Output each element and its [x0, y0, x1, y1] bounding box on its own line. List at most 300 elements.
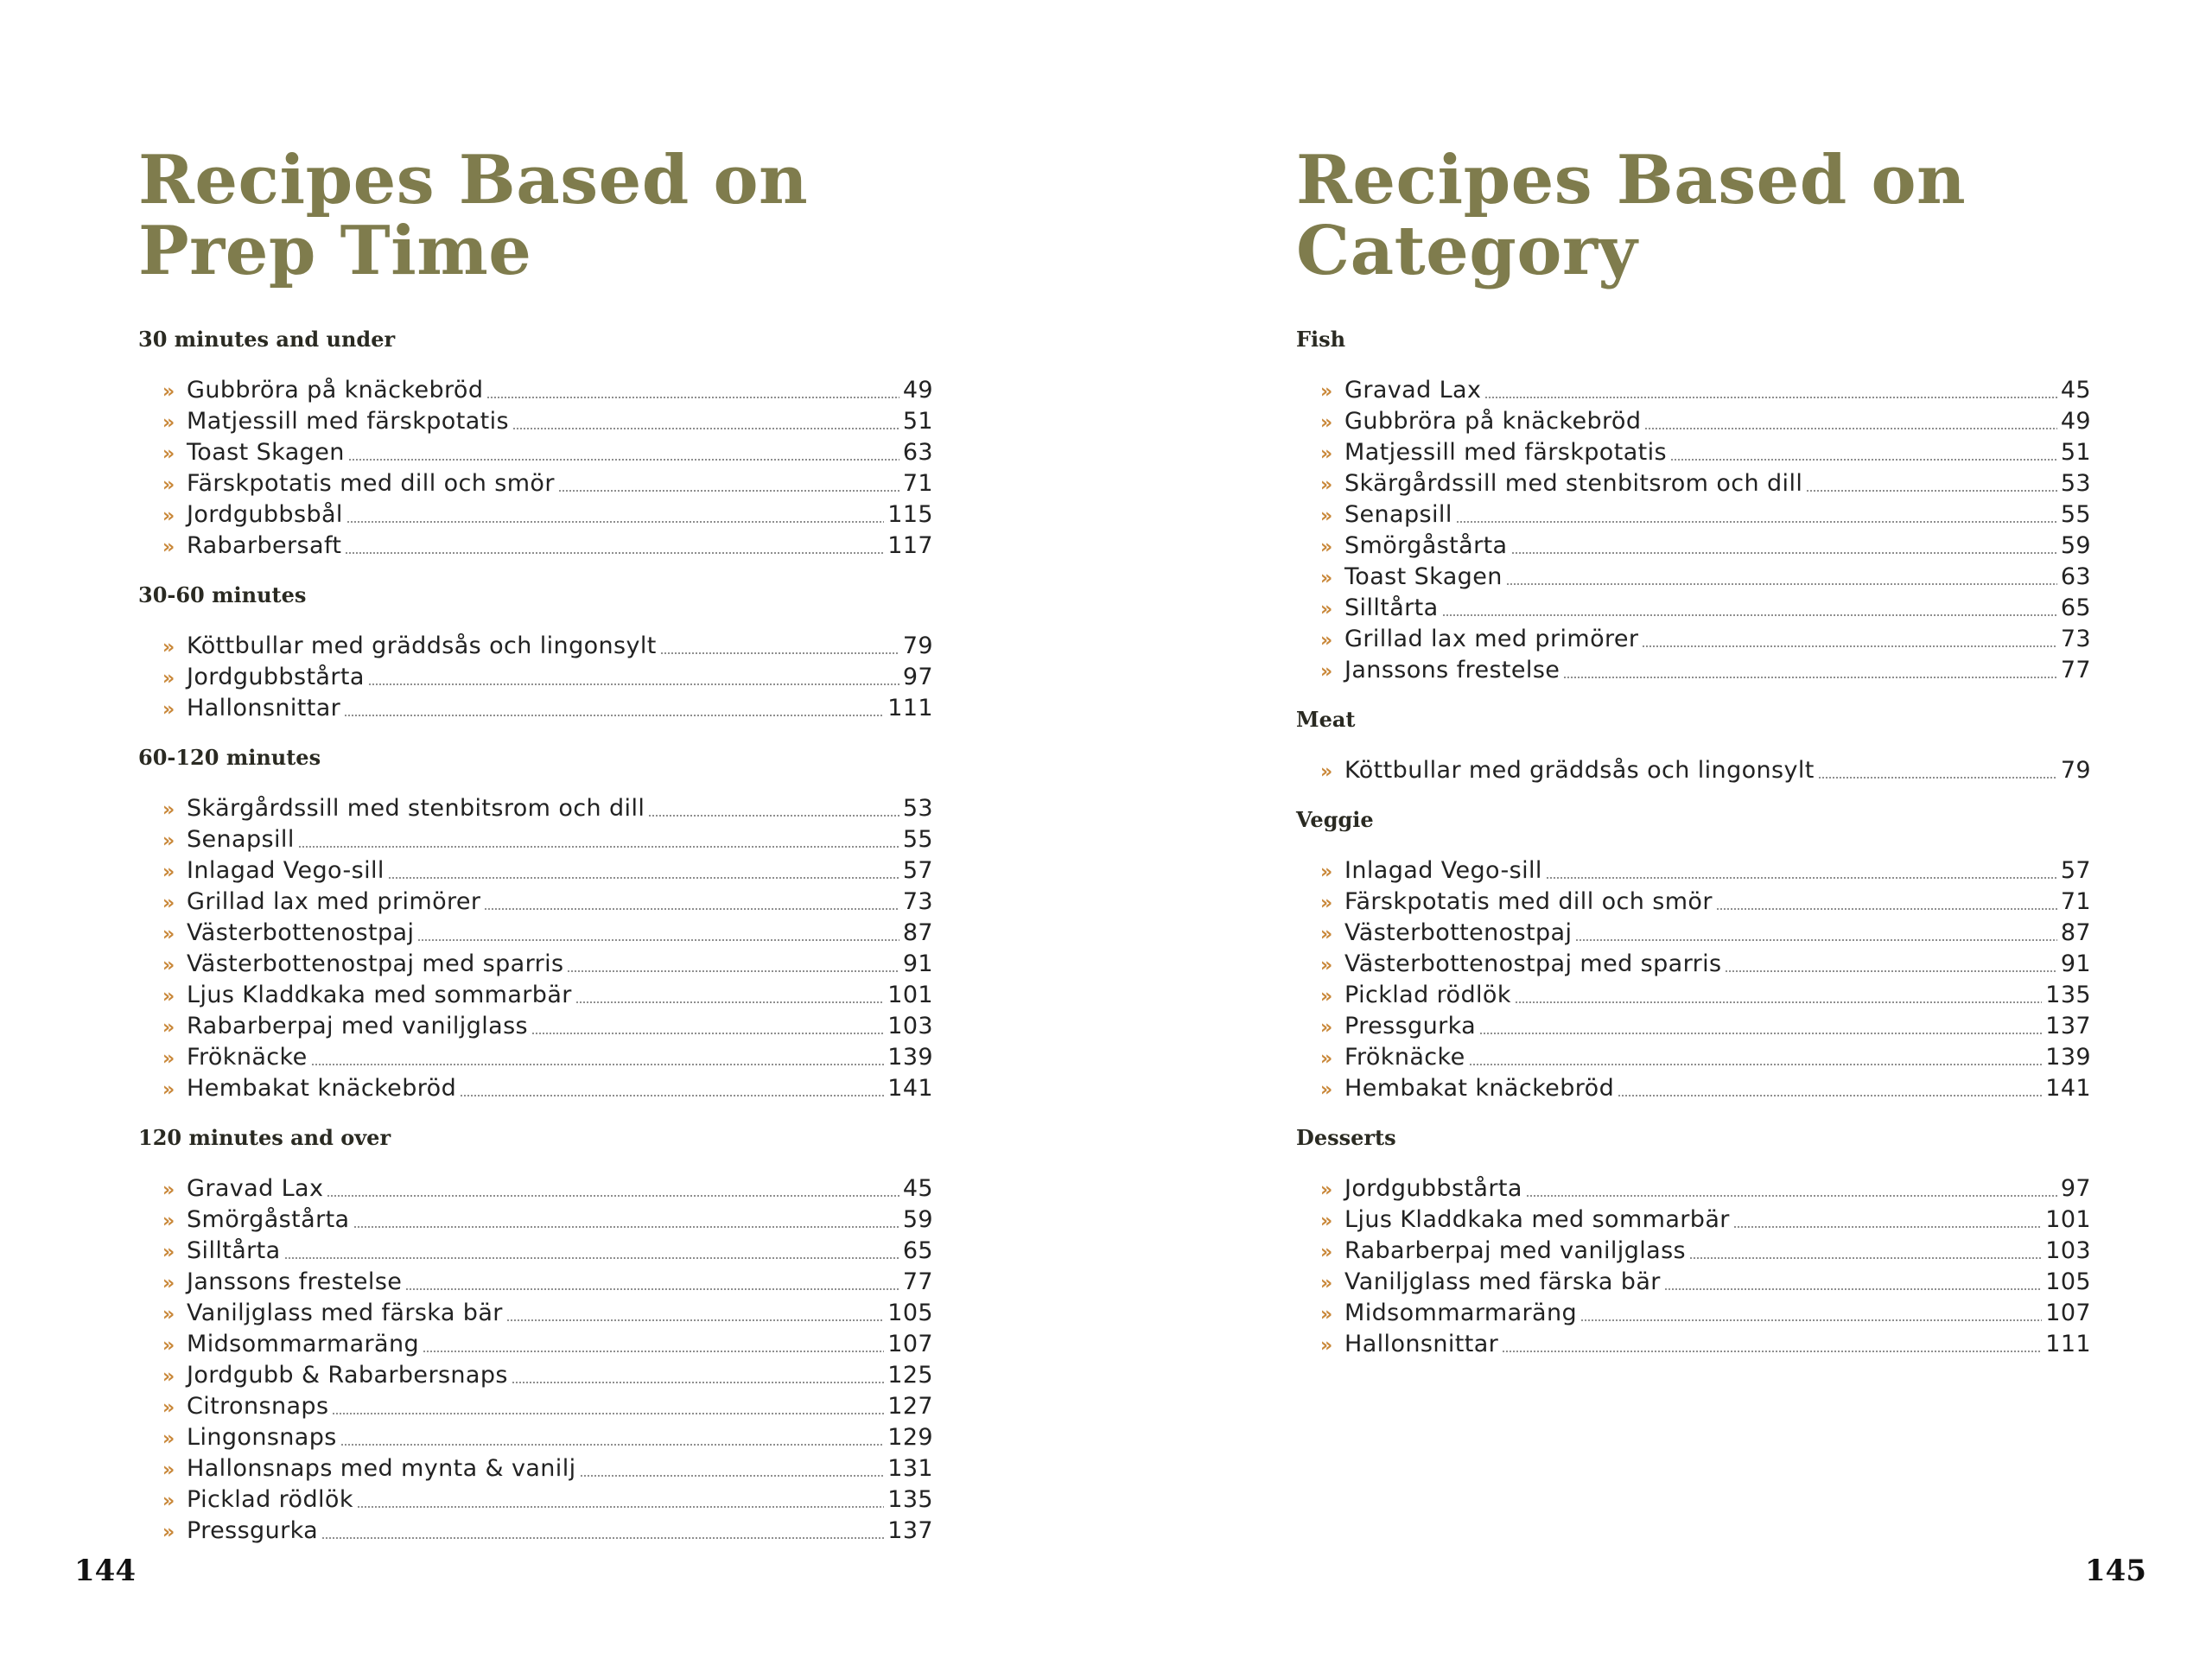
chevron-right-icon: » [1320, 537, 1333, 558]
chevron-right-icon: » [1320, 1335, 1333, 1357]
list-item[interactable] [162, 1298, 933, 1329]
dot-leader [368, 683, 899, 685]
recipe-page-number: 77 [902, 1268, 933, 1295]
recipe-name: Picklad rödlök [1344, 982, 1511, 1008]
recipe-list [1296, 855, 2091, 1104]
recipe-page-number: 59 [902, 1206, 933, 1233]
chevron-right-icon: » [162, 474, 175, 496]
recipe-name: Pressgurka [187, 1517, 319, 1544]
dot-leader [348, 459, 899, 461]
recipe-page-number: 45 [2060, 377, 2091, 404]
recipe-name: Senapsill [1344, 501, 1452, 528]
recipe-page-number: 49 [2060, 408, 2091, 435]
recipe-name: Gravad Lax [187, 1175, 324, 1202]
list-item[interactable] [1320, 1173, 2091, 1205]
dot-leader [340, 1444, 884, 1446]
chevron-right-icon: » [162, 1522, 175, 1543]
dot-leader [1689, 1257, 2042, 1259]
recipe-list [1296, 1173, 2091, 1360]
recipe-page-number: 91 [902, 950, 933, 977]
recipe-page-number: 141 [887, 1075, 933, 1102]
dot-leader [575, 1001, 884, 1003]
dot-leader [567, 970, 899, 972]
recipe-list [138, 375, 933, 562]
dot-leader [357, 1506, 884, 1508]
recipe-list [138, 631, 933, 724]
recipe-name: Köttbullar med gräddsås och lingonsylt [187, 632, 657, 659]
chevron-right-icon: » [162, 381, 175, 403]
chevron-right-icon: » [162, 1179, 175, 1201]
list-item[interactable] [1320, 1073, 2091, 1104]
recipe-page-number: 97 [2060, 1175, 2091, 1202]
chevron-right-icon: » [162, 955, 175, 976]
section-heading: Meat [1296, 707, 1356, 732]
chevron-right-icon: » [1320, 955, 1333, 976]
recipe-name: Matjessill med färskpotatis [187, 408, 509, 435]
recipe-page-number: 139 [2045, 1044, 2091, 1071]
dot-leader [1515, 1001, 2042, 1003]
list-item[interactable] [162, 918, 933, 949]
recipe-name: Jordgubb & Rabarbersnaps [187, 1362, 508, 1389]
list-item[interactable] [162, 1042, 933, 1073]
dot-leader [531, 1033, 884, 1034]
list-item[interactable] [162, 662, 933, 693]
recipe-name: Hembakat knäckebröd [1344, 1075, 1615, 1102]
list-item[interactable] [162, 1205, 933, 1236]
recipe-page-number: 111 [887, 695, 933, 721]
chevron-right-icon: » [1320, 1273, 1333, 1294]
recipe-page-number: 57 [2060, 857, 2091, 884]
recipe-page-number: 131 [887, 1455, 933, 1482]
recipe-page-number: 107 [887, 1331, 933, 1357]
recipe-page-number: 59 [2060, 532, 2091, 559]
dot-leader [1484, 397, 2056, 398]
recipe-name: Ljus Kladdkaka med sommarbär [1344, 1206, 1730, 1233]
page-number: 145 [2085, 1554, 2146, 1588]
list-item[interactable] [1320, 624, 2091, 655]
list-item[interactable] [162, 406, 933, 437]
list-item[interactable] [1320, 437, 2091, 468]
dot-leader [388, 877, 899, 879]
recipe-page-number: 57 [902, 857, 933, 884]
chevron-right-icon: » [162, 799, 175, 821]
recipe-page-number: 63 [2060, 563, 2091, 590]
recipe-page-number: 71 [902, 470, 933, 497]
recipe-page-number: 125 [887, 1362, 933, 1389]
recipe-name: Jordgubbsbål [187, 501, 343, 528]
recipe-index-prep-time [138, 327, 933, 1567]
dot-leader [512, 1382, 884, 1383]
chevron-right-icon: » [1320, 1179, 1333, 1201]
recipe-page-number: 55 [2060, 501, 2091, 528]
chevron-right-icon: » [162, 699, 175, 721]
dot-leader [1642, 645, 2056, 647]
recipe-name: Gubbröra på knäckebröd [1344, 408, 1642, 435]
list-item[interactable] [1320, 918, 2091, 949]
recipe-page-number: 127 [887, 1393, 933, 1420]
list-item[interactable] [162, 887, 933, 918]
chevron-right-icon: » [162, 1459, 175, 1481]
dot-leader [346, 521, 884, 523]
recipe-name: Picklad rödlök [187, 1486, 353, 1513]
chevron-right-icon: » [1320, 505, 1333, 527]
list-item[interactable] [1320, 887, 2091, 918]
dot-leader [1575, 939, 2056, 941]
dot-leader [1442, 614, 2057, 616]
recipe-name: Silltårta [1344, 594, 1439, 621]
recipe-name: Köttbullar med gräddsås och lingonsylt [1344, 757, 1815, 784]
recipe-page-number: 105 [2045, 1268, 2091, 1295]
chevron-right-icon: » [1320, 1017, 1333, 1039]
list-item[interactable] [1320, 949, 2091, 980]
recipe-list [138, 1173, 933, 1547]
recipe-name: Rabarbersaft [187, 532, 342, 559]
chevron-right-icon: » [162, 1491, 175, 1512]
chevron-right-icon: » [1320, 443, 1333, 465]
recipe-name: Västerbottenostpaj [1344, 919, 1573, 946]
section-heading: 30 minutes and under [138, 327, 396, 352]
dot-leader [417, 939, 899, 941]
recipe-name: Inlagad Vego-sill [1344, 857, 1542, 884]
recipe-name: Skärgårdssill med stenbitsrom och dill [187, 795, 645, 822]
dot-leader [332, 1413, 884, 1414]
recipe-page-number: 129 [887, 1424, 933, 1451]
list-item[interactable] [162, 1484, 933, 1516]
recipe-name: Rabarberpaj med vaniljglass [187, 1013, 529, 1039]
recipe-page-number: 115 [887, 501, 933, 528]
title-line-1: Recipes Based on [138, 141, 809, 219]
chevron-right-icon: » [162, 830, 175, 852]
recipe-name: Silltårta [187, 1237, 281, 1264]
dot-leader [1479, 1033, 2042, 1034]
chevron-right-icon: » [162, 1397, 175, 1419]
list-item[interactable] [162, 1360, 933, 1391]
section-heading: Desserts [1296, 1125, 1396, 1150]
chevron-right-icon: » [162, 412, 175, 434]
list-item[interactable] [162, 1267, 933, 1298]
title-line-2: Prep Time [138, 212, 532, 290]
recipe-name: Pressgurka [1344, 1013, 1477, 1039]
list-item[interactable] [162, 1073, 933, 1104]
section-heading: 120 minutes and over [138, 1125, 391, 1150]
recipe-page-number: 53 [2060, 470, 2091, 497]
page-title [1296, 141, 1967, 290]
dot-leader [486, 397, 899, 398]
list-item[interactable] [162, 631, 933, 662]
chevron-right-icon: » [162, 637, 175, 658]
list-item[interactable] [162, 499, 933, 531]
chevron-right-icon: » [1320, 474, 1333, 496]
list-item[interactable] [162, 1453, 933, 1484]
list-item[interactable] [1320, 1267, 2091, 1298]
dot-leader [327, 1195, 899, 1197]
chevron-right-icon: » [1320, 661, 1333, 683]
recipe-page-number: 87 [2060, 919, 2091, 946]
list-item[interactable] [1320, 980, 2091, 1011]
recipe-name: Färskpotatis med dill och smör [187, 470, 555, 497]
recipe-page-number: 63 [902, 439, 933, 466]
recipe-page-number: 79 [902, 632, 933, 659]
recipe-name: Janssons frestelse [187, 1268, 403, 1295]
dot-leader [1664, 1288, 2042, 1290]
recipe-page-number: 107 [2045, 1300, 2091, 1326]
recipe-page-number: 105 [887, 1300, 933, 1326]
list-item[interactable] [162, 1173, 933, 1205]
recipe-name: Grillad lax med primörer [187, 888, 481, 915]
chevron-right-icon: » [1320, 1211, 1333, 1232]
recipe-name: Hallonsnittar [1344, 1331, 1499, 1357]
recipe-page-number: 101 [2045, 1206, 2091, 1233]
recipe-name: Vaniljglass med färska bär [187, 1300, 503, 1326]
recipe-page-number: 135 [887, 1486, 933, 1513]
dot-leader [512, 428, 899, 429]
dot-leader [484, 908, 899, 910]
recipe-name: Toast Skagen [1344, 563, 1503, 590]
dot-leader [1526, 1195, 2057, 1197]
chevron-right-icon: » [1320, 861, 1333, 883]
chevron-right-icon: » [162, 1335, 175, 1357]
chevron-right-icon: » [1320, 568, 1333, 589]
chevron-right-icon: » [162, 986, 175, 1007]
recipe-index-category [1296, 327, 2091, 1381]
chevron-right-icon: » [1320, 599, 1333, 620]
chevron-right-icon: » [1320, 412, 1333, 434]
list-item[interactable] [1320, 593, 2091, 624]
chevron-right-icon: » [1320, 893, 1333, 914]
dot-leader [506, 1319, 884, 1321]
section-heading: Fish [1296, 327, 1346, 352]
dot-leader [353, 1226, 899, 1228]
recipe-name: Hallonsnittar [187, 695, 341, 721]
recipe-name: Inlagad Vego-sill [187, 857, 385, 884]
chevron-right-icon: » [162, 1079, 175, 1101]
chevron-right-icon: » [1320, 1242, 1333, 1263]
recipe-page-number: 87 [902, 919, 933, 946]
recipe-page-number: 71 [2060, 888, 2091, 915]
recipe-name: Smörgåstårta [187, 1206, 350, 1233]
recipe-page-number: 139 [887, 1044, 933, 1071]
list-item[interactable] [162, 1329, 933, 1360]
chevron-right-icon: » [1320, 1048, 1333, 1070]
recipe-name: Västerbottenostpaj med sparris [187, 950, 564, 977]
dot-leader [1563, 677, 2057, 678]
recipe-name: Jordgubbstårta [1344, 1175, 1522, 1202]
dot-leader [1506, 583, 2057, 585]
recipe-name: Matjessill med färskpotatis [1344, 439, 1667, 466]
dot-leader [1733, 1226, 2042, 1228]
chevron-right-icon: » [162, 668, 175, 690]
recipe-page-number: 45 [902, 1175, 933, 1202]
list-item[interactable] [162, 437, 933, 468]
title-line-2: Category [1296, 212, 1638, 290]
dot-leader [1618, 1095, 2042, 1096]
recipe-name: Toast Skagen [187, 439, 345, 466]
list-item[interactable] [162, 1011, 933, 1042]
list-item[interactable] [1320, 1042, 2091, 1073]
recipe-name: Gravad Lax [1344, 377, 1482, 404]
chevron-right-icon: » [162, 1048, 175, 1070]
dot-leader [1511, 552, 2057, 554]
recipe-page-number: 103 [887, 1013, 933, 1039]
list-item[interactable] [1320, 531, 2091, 562]
list-item[interactable] [1320, 1298, 2091, 1329]
recipe-page-number: 135 [2045, 982, 2091, 1008]
recipe-list [1296, 375, 2091, 686]
dot-leader [405, 1288, 899, 1290]
recipe-name: Midsommarmaräng [187, 1331, 420, 1357]
list-item[interactable] [1320, 1011, 2091, 1042]
recipe-name: Janssons frestelse [1344, 657, 1560, 683]
dot-leader [1725, 970, 2056, 972]
list-item[interactable] [1320, 755, 2091, 786]
list-item[interactable] [1320, 562, 2091, 593]
list-item[interactable] [1320, 855, 2091, 887]
dot-leader [298, 846, 899, 848]
page-title [138, 141, 809, 290]
recipe-page-number: 137 [2045, 1013, 2091, 1039]
recipe-page-number: 77 [2060, 657, 2091, 683]
list-item[interactable] [1320, 375, 2091, 406]
dot-leader [660, 652, 899, 654]
list-item[interactable] [162, 980, 933, 1011]
dot-leader [344, 715, 884, 716]
recipe-page-number: 97 [902, 664, 933, 690]
chevron-right-icon: » [162, 537, 175, 558]
dot-leader [1818, 777, 2057, 779]
list-item[interactable] [1320, 499, 2091, 531]
dot-leader [648, 815, 899, 817]
section-heading: 30-60 minutes [138, 582, 307, 607]
recipe-page-number: 49 [902, 377, 933, 404]
chevron-right-icon: » [162, 1242, 175, 1263]
right-page [1106, 0, 2212, 1659]
recipe-list [1296, 755, 2091, 786]
list-item[interactable] [162, 1236, 933, 1267]
recipe-page-number: 111 [2045, 1331, 2091, 1357]
recipe-name: Fröknäcke [187, 1044, 308, 1071]
dot-leader [460, 1095, 884, 1096]
dot-leader [1469, 1064, 2043, 1065]
recipe-name: Lingonsnaps [187, 1424, 337, 1451]
recipe-name: Smörgåstårta [1344, 532, 1508, 559]
recipe-page-number: 51 [2060, 439, 2091, 466]
recipe-name: Färskpotatis med dill och smör [1344, 888, 1713, 915]
recipe-name: Hallonsnaps med mynta & vanilj [187, 1455, 576, 1482]
recipe-name: Skärgårdssill med stenbitsrom och dill [1344, 470, 1803, 497]
list-item[interactable] [1320, 468, 2091, 499]
recipe-page-number: 101 [887, 982, 933, 1008]
recipe-page-number: 141 [2045, 1075, 2091, 1102]
section-heading: 60-120 minutes [138, 745, 321, 770]
list-item[interactable] [162, 824, 933, 855]
recipe-name: Jordgubbstårta [187, 664, 365, 690]
chevron-right-icon: » [1320, 924, 1333, 945]
dot-leader [1456, 521, 2057, 523]
recipe-page-number: 65 [2060, 594, 2091, 621]
list-item[interactable] [162, 793, 933, 824]
recipe-name: Ljus Kladdkaka med sommarbär [187, 982, 572, 1008]
recipe-page-number: 103 [2045, 1237, 2091, 1264]
dot-leader [1580, 1319, 2042, 1321]
recipe-page-number: 137 [887, 1517, 933, 1544]
recipe-page-number: 91 [2060, 950, 2091, 977]
recipe-name: Vaniljglass med färska bär [1344, 1268, 1661, 1295]
recipe-page-number: 55 [902, 826, 933, 853]
chevron-right-icon: » [162, 1366, 175, 1388]
list-item[interactable] [162, 531, 933, 562]
chevron-right-icon: » [162, 893, 175, 914]
chevron-right-icon: » [162, 1017, 175, 1039]
recipe-page-number: 73 [902, 888, 933, 915]
recipe-name: Västerbottenostpaj med sparris [1344, 950, 1722, 977]
list-item[interactable] [162, 1516, 933, 1547]
dot-leader [1716, 908, 2057, 910]
chevron-right-icon: » [162, 443, 175, 465]
list-item[interactable] [162, 693, 933, 724]
recipe-name: Hembakat knäckebröd [187, 1075, 457, 1102]
chevron-right-icon: » [162, 1428, 175, 1450]
list-item[interactable] [162, 855, 933, 887]
dot-leader [345, 552, 884, 554]
recipe-name: Rabarberpaj med vaniljglass [1344, 1237, 1687, 1264]
recipe-name: Midsommarmaräng [1344, 1300, 1578, 1326]
dot-leader [1644, 428, 2056, 429]
recipe-page-number: 53 [902, 795, 933, 822]
recipe-name: Fröknäcke [1344, 1044, 1465, 1071]
list-item[interactable] [162, 1391, 933, 1422]
chevron-right-icon: » [162, 861, 175, 883]
list-item[interactable] [1320, 406, 2091, 437]
recipe-page-number: 65 [902, 1237, 933, 1264]
chevron-right-icon: » [162, 1273, 175, 1294]
dot-leader [580, 1475, 885, 1477]
chevron-right-icon: » [162, 1211, 175, 1232]
recipe-page-number: 79 [2060, 757, 2091, 784]
chevron-right-icon: » [1320, 1079, 1333, 1101]
chevron-right-icon: » [162, 924, 175, 945]
dot-leader [321, 1537, 884, 1539]
chevron-right-icon: » [162, 505, 175, 527]
dot-leader [1670, 459, 2057, 461]
dot-leader [1546, 877, 2057, 879]
list-item[interactable] [1320, 655, 2091, 686]
dot-leader [311, 1064, 885, 1065]
list-item[interactable] [1320, 1329, 2091, 1360]
recipe-name: Grillad lax med primörer [1344, 626, 1639, 652]
recipe-name: Citronsnaps [187, 1393, 329, 1420]
chevron-right-icon: » [1320, 381, 1333, 403]
dot-leader [284, 1257, 899, 1259]
list-item[interactable] [162, 1422, 933, 1453]
chevron-right-icon: » [162, 1304, 175, 1325]
list-item[interactable] [162, 468, 933, 499]
list-item[interactable] [162, 375, 933, 406]
recipe-name: Gubbröra på knäckebröd [187, 377, 484, 404]
dot-leader [558, 490, 899, 492]
list-item[interactable] [162, 949, 933, 980]
page-number: 144 [74, 1554, 136, 1588]
chevron-right-icon: » [1320, 1304, 1333, 1325]
dot-leader [1806, 490, 2057, 492]
chevron-right-icon: » [1320, 630, 1333, 652]
recipe-name: Västerbottenostpaj [187, 919, 415, 946]
title-line-1: Recipes Based on [1296, 141, 1967, 219]
recipe-page-number: 51 [902, 408, 933, 435]
list-item[interactable] [1320, 1236, 2091, 1267]
chevron-right-icon: » [1320, 986, 1333, 1007]
list-item[interactable] [1320, 1205, 2091, 1236]
recipe-page-number: 73 [2060, 626, 2091, 652]
